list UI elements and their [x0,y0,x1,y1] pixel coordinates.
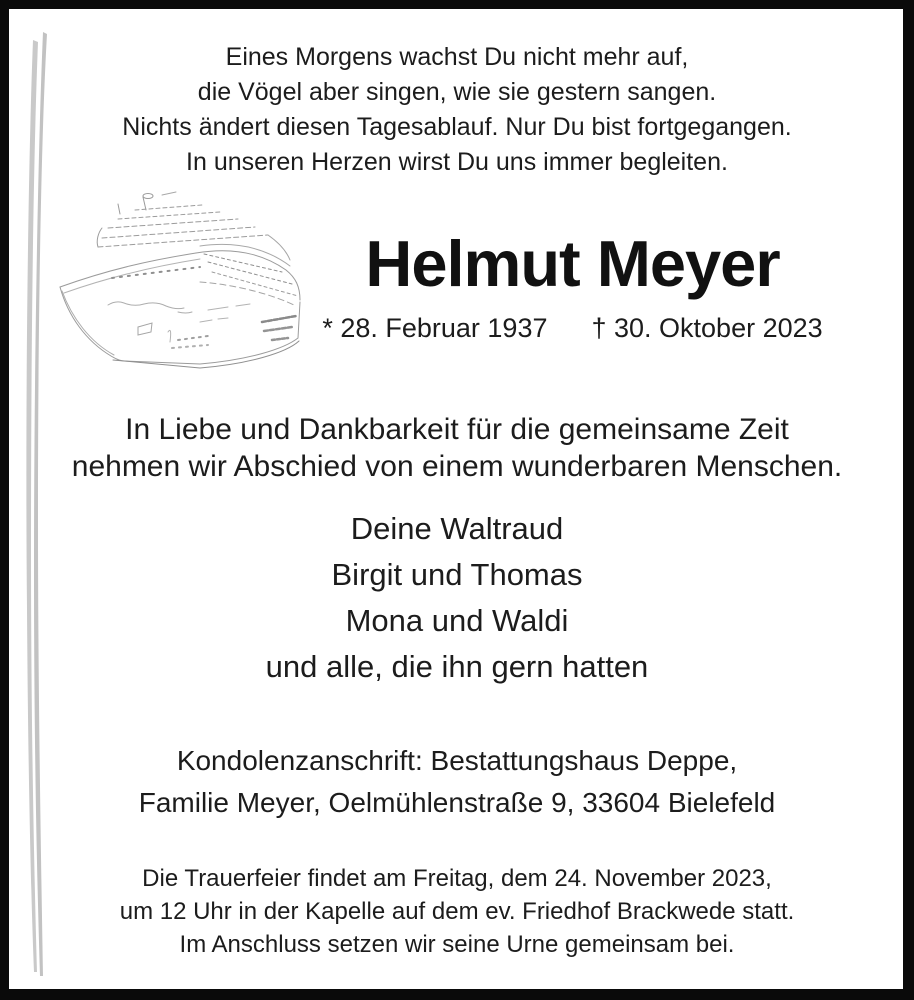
poem [0,40,914,180]
deceased-header [300,228,845,344]
poem-line: Nichts ändert diesen Tagesablauf. Nur Du bist fortgegangen. [122,113,792,141]
poem-line: In unseren Herzen wirst Du uns immer begleiten. [186,148,728,176]
service-line: Im Anschluss setzen wir seine Urne gemeinsam bei. [179,931,735,958]
mourner-line: Deine Waltraud [350,511,564,546]
cruise-ship-sketch [50,190,315,372]
farewell-line: In Liebe und Dankbarkeit für die gemeinsame Zeit [125,413,789,446]
mourner-line: Birgit und Thomas [331,557,583,592]
life-dates [300,313,845,344]
service-line: Die Trauerfeier findet am Freitag, dem 24. November 2023, [142,865,772,892]
deceased-name: Helmut Meyer [365,227,780,300]
condolence-line: Familie Meyer, Oelmühlenstraße 9, 33604 Bielefeld [138,787,776,818]
farewell-line: nehmen wir Abschied von einem wunderbaren Menschen. [71,450,843,483]
condolence-address [0,740,914,824]
birth-date: * 28. Februar 1937 [322,312,548,343]
farewell-text [0,411,914,485]
mourner-line: Mona und Waldi [345,603,569,638]
mourners-list [0,506,914,690]
poem-line: Eines Morgens wachst Du nicht mehr auf, [225,43,689,71]
service-info [0,862,914,961]
service-line: um 12 Uhr in der Kapelle auf dem ev. Friedhof Brackwede statt. [119,898,795,925]
condolence-line: Kondolenzanschrift: Bestattungshaus Deppe, [176,745,738,776]
mourner-line: und alle, die ihn gern hatten [265,649,649,684]
poem-line: die Vögel aber singen, wie sie gestern sangen. [197,78,717,106]
death-date: † 30. Oktober 2023 [591,312,823,343]
